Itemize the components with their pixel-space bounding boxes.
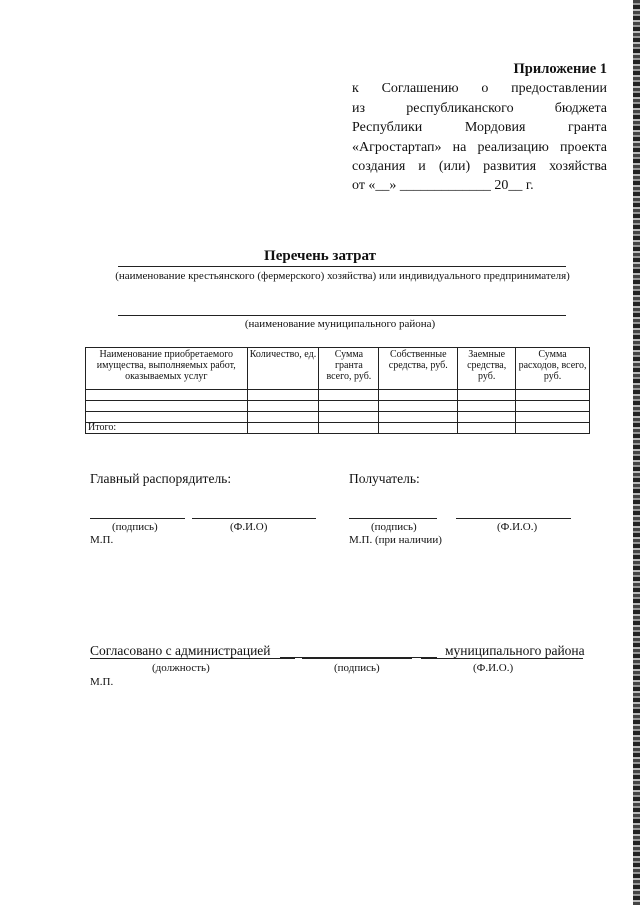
table-cell <box>516 412 590 423</box>
header-own-funds: Собственные средства, руб. <box>379 348 458 390</box>
table-cell <box>458 390 516 401</box>
table-cell <box>516 390 590 401</box>
table-cell <box>247 423 319 434</box>
chief-fio-line <box>192 518 316 519</box>
position-caption: (должность) <box>152 662 210 674</box>
chief-signature-caption: (подпись) <box>112 521 158 533</box>
farm-name-line <box>118 266 566 267</box>
annex-line: от «__» _____________ 20__ г. <box>352 178 534 194</box>
scan-edge <box>633 0 640 905</box>
recipient-fio-caption: (Ф.И.О.) <box>497 521 538 533</box>
table-total-row <box>86 423 590 434</box>
position-line <box>90 658 295 659</box>
recipient-stamp-mark: М.П. (при наличии) <box>349 534 442 546</box>
table-cell <box>319 412 379 423</box>
table-cell <box>319 423 379 434</box>
table-cell <box>379 412 458 423</box>
farm-name-caption: (наименование крестьянского (фермерского) хозяйства) или индивидуального предпринимателя) <box>115 270 570 282</box>
district-line <box>118 315 566 316</box>
header-item-name: Наименование приобретаемого имущества, выполняемых работ, оказываемых услуг <box>86 348 248 390</box>
annex-line: к Соглашению о предоставлении <box>352 81 607 97</box>
annex-title: Приложение 1 <box>513 61 607 77</box>
agreement-stamp-mark: М.П. <box>90 676 114 688</box>
chief-signature-line <box>90 518 185 519</box>
table-row <box>86 401 590 412</box>
fio-caption: (Ф.И.О.) <box>473 662 514 674</box>
table-cell <box>458 423 516 434</box>
table-header-row <box>86 348 590 390</box>
signature-caption: (подпись) <box>334 662 380 674</box>
chief-stamp-mark: М.П. <box>90 534 114 546</box>
table-cell <box>379 390 458 401</box>
table-cell <box>86 412 248 423</box>
recipient-fio-line <box>456 518 571 519</box>
document-title: Перечень затрат <box>264 248 376 264</box>
table-cell <box>319 390 379 401</box>
table-row <box>86 390 590 401</box>
annex-line: Республики Мордовия гранта <box>352 120 607 136</box>
table-cell <box>379 423 458 434</box>
table-cell <box>458 412 516 423</box>
chief-manager-label: Главный распорядитель: <box>90 471 232 486</box>
header-borrowed-funds: Заемные средства, руб. <box>458 348 516 390</box>
signature-line <box>302 658 412 659</box>
table-cell <box>86 401 248 412</box>
recipient-label: Получатель: <box>349 471 420 486</box>
table-cell <box>86 390 248 401</box>
annex-block <box>352 60 607 196</box>
table-cell <box>379 401 458 412</box>
recipient-signature-line <box>349 518 437 519</box>
table-cell <box>247 401 319 412</box>
costs-table <box>85 347 590 434</box>
agreement-suffix: муниципального района <box>445 643 585 658</box>
chief-fio-caption: (Ф.И.О) <box>230 521 268 533</box>
annex-line: из республиканского бюджета <box>352 100 607 116</box>
table-cell <box>516 401 590 412</box>
annex-body <box>352 79 607 195</box>
annex-line: «Агростартап» на реализацию проекта <box>352 139 607 155</box>
fio-line <box>421 658 583 659</box>
table-cell <box>458 401 516 412</box>
district-caption: (наименование муниципального района) <box>244 318 436 330</box>
annex-line: создания и (или) развития хозяйства <box>352 159 607 175</box>
table-cell <box>247 412 319 423</box>
table-cell <box>247 390 319 401</box>
header-total-expenses: Сумма расходов, всего, руб. <box>516 348 590 390</box>
header-quantity: Количество, ед. <box>247 348 319 390</box>
table-cell <box>516 423 590 434</box>
agreement-prefix: Согласовано с администрацией <box>90 643 271 658</box>
header-grant-sum: Сумма гранта всего, руб. <box>319 348 379 390</box>
total-label: Итого: <box>86 423 248 434</box>
table-row <box>86 412 590 423</box>
recipient-signature-caption: (подпись) <box>371 521 417 533</box>
table-cell <box>319 401 379 412</box>
